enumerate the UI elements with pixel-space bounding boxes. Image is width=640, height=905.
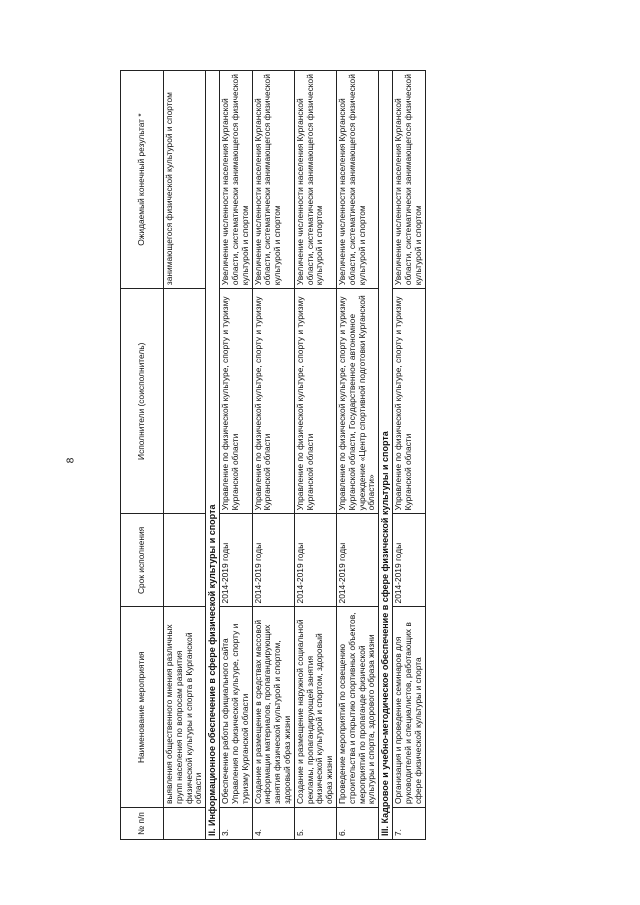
activities-table (120, 70, 426, 840)
activity-name: Организация и проведение семинаров для руководителей и специалистов, работающих в сфере физической культуры и спорта (393, 607, 425, 808)
table-row (393, 71, 425, 840)
table-row (252, 71, 294, 840)
table-row (164, 71, 206, 840)
deadline: 2014-2019 годы (252, 514, 294, 607)
row-number: 6. (336, 808, 378, 840)
executors: Управление по физической культуре, спорту и туризму Курганской области (252, 289, 294, 514)
row-number: 3. (220, 808, 252, 840)
deadline: 2014-2019 годы (220, 514, 252, 607)
expected-result: Увеличение численности населения Курганской области, систематически занимающегося физической культурой и спортом (252, 71, 294, 289)
table-row (336, 71, 378, 840)
executors (164, 289, 206, 514)
row-number: 7. (393, 808, 425, 840)
table-header-row (121, 71, 164, 840)
expected-result: Увеличение численности населения Курганской области, систематически занимающегося физической культурой и спортом (393, 71, 425, 289)
expected-result: Увеличение численности населения Курганской области, систематически занимающегося физической культурой и спортом (294, 71, 336, 289)
activity-name: Создание и размещение наружной социальной рекламы, пропагандирующей занятия физической культурой и спортом, здоровый образ жизни (294, 607, 336, 808)
header-executors: Исполнители (соисполнитель) (121, 289, 164, 514)
activity-name: Обеспечение работы официального сайта Управления по физической культуре, спорту и туризму Курганской области (220, 607, 252, 808)
executors: Управление по физической культуре, спорту и туризму Курганской области, Государственное автономное учреждение «Центр спортивной подготовки Курганской области» (336, 289, 378, 514)
table-body (164, 71, 426, 840)
row-number: 4. (252, 808, 294, 840)
row-number (164, 808, 206, 840)
deadline: 2014-2019 годы (336, 514, 378, 607)
header-activity-name: Наименование мероприятия (121, 607, 164, 808)
expected-result: занимающегося физической культурой и спортом (164, 71, 206, 289)
deadline: 2014-2019 годы (393, 514, 425, 607)
table-row (294, 71, 336, 840)
section-title: III. Кадровое и учебно-методическое обеспечение в сфере физической культуры и спорта (379, 71, 393, 840)
header-expected-result: Ожидаемый конечный результат * (121, 71, 164, 289)
section-header-row (379, 71, 393, 840)
expected-result: Увеличение численности населения Курганской области, систематически занимающегося физической культурой и спортом (336, 71, 378, 289)
header-deadline: Срок исполнения (121, 514, 164, 607)
header-number: № п/п (121, 808, 164, 840)
section-header-row (206, 71, 220, 840)
executors: Управление по физической культуре, спорту и туризму Курганской области (393, 289, 425, 514)
page-number: 8 (65, 457, 77, 464)
activity-name: выявления общественного мнения различных групп населения по вопросам развития физической культуры и спорта в Курганской области (164, 607, 206, 808)
table-row (220, 71, 252, 840)
deadline: 2014-2019 годы (294, 514, 336, 607)
section-title: II. Информационное обеспечение в сфере физической культуры и спорта (206, 71, 220, 840)
activity-name: Создание и размещение в средствах массовой информации материалов, пропагандирующих занятия физической культурой и спортом, здоровый образ жизни (252, 607, 294, 808)
rotated-table-container (120, 70, 630, 840)
deadline (164, 514, 206, 607)
expected-result: Увеличение численности населения Курганской области, систематически занимающегося физической культурой и спортом (220, 71, 252, 289)
activity-name: Проведение мероприятий по освещению строительства и открытию спортивных объектов, мероприятий по пропаганде физической культуры и спорта, здорового образа жизни (336, 607, 378, 808)
executors: Управление по физической культуре, спорту и туризму Курганской области (294, 289, 336, 514)
row-number: 5. (294, 808, 336, 840)
executors: Управление по физической культуре, спорту и туризму Курганской области (220, 289, 252, 514)
